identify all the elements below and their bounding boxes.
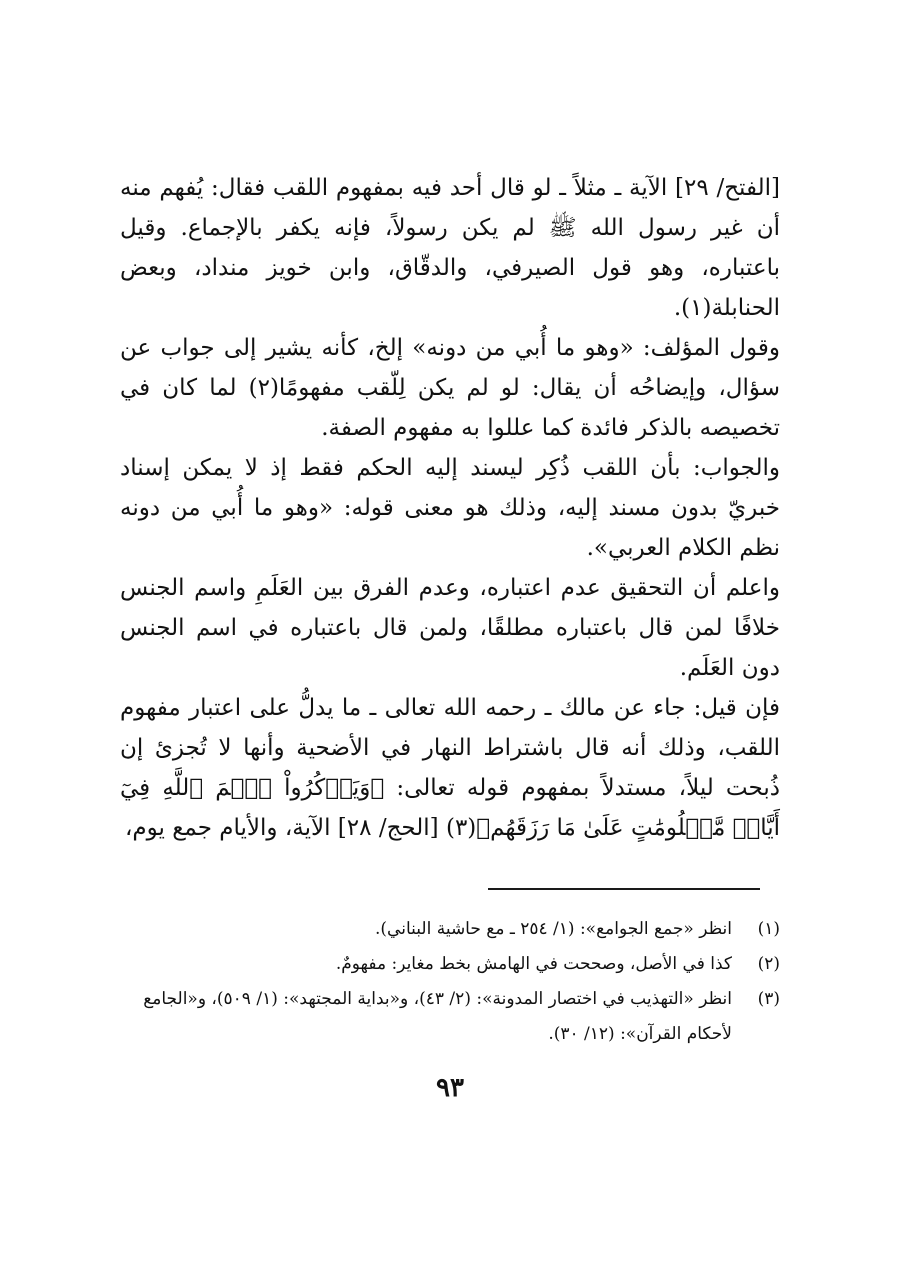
paragraph-3: والجواب: بأن اللقب ذُكِر ليسند إليه الحكم فقط إذ لا يمكن إسناد خبريّ بدون مسند إليه، وذلك هو معنى قوله: «وهو ما أُبي من دونه نظم الكلام العربي». <box>120 455 780 561</box>
paragraph-5: فإن قيل: جاء عن مالك ـ رحمه الله تعالى ـ ما يدلُّ على اعتبار مفهوم اللقب، وذلك أنه قال باشتراط النهار في الأضحية وأنها لا تُجزئ إن ذُبحت ليلاً، مستدلاً بمفهوم قوله تعالى: ﴿وَيَذۡكُرُواْ ٱسۡمَ ٱللَّهِ فِيٓ أَيَّامٖ مَّعۡلُومَٰتٍ عَلَىٰ مَا رَزَقَهُم﴾(٣) [الحج/ ٢٨] الآية، والأيام جمع يوم، <box>120 695 780 841</box>
footnote-number: (١) <box>757 919 780 939</box>
footnote-1 <box>120 912 780 947</box>
main-text <box>120 168 780 848</box>
footnotes <box>120 912 780 1052</box>
footnote-text: انظر «التهذيب في اختصار المدونة»: (٢/ ٤٣)، و«بداية المجتهد»: (١/ ٥٠٩)، و«الجامع لأحكام القرآن»: (١٢/ ٣٠). <box>143 989 732 1044</box>
footnote-text: كذا في الأصل، وصححت في الهامش بخط مغاير: مفهومٌ. <box>335 954 732 974</box>
footnote-number: (٣) <box>757 989 780 1009</box>
footnote-3 <box>120 982 780 1052</box>
paragraph-1: [الفتح/ ٢٩] الآية ـ مثلاً ـ لو قال أحد فيه بمفهوم اللقب فقال: يُفهم منه أن غير رسول الله ﷺ لم يكن رسولاً، فإنه يكفر بالإجماع. وقيل باعتباره، وهو قول الصيرفي، والدقّاق، وابن خويز منداد، وبعض الحنابلة(١). <box>120 175 780 321</box>
footnote-divider <box>488 888 760 890</box>
paragraph-4: واعلم أن التحقيق عدم اعتباره، وعدم الفرق بين العَلَمِ واسم الجنس خلافًا لمن قال باعتباره مطلقًا، ولمن قال باعتباره في اسم الجنس دون العَلَم. <box>120 575 780 681</box>
page-number: ٩٣ <box>436 1073 464 1103</box>
footnote-text: انظر «جمع الجوامع»: (١/ ٢٥٤ ـ مع حاشية البناني). <box>375 919 732 939</box>
footnote-number: (٢) <box>757 954 780 974</box>
paragraph-2: وقول المؤلف: «وهو ما أُبي من دونه» إلخ، كأنه يشير إلى جواب عن سؤال، وإيضاحُه أن يقال: لو لم يكن لِلّقب مفهومًا(٢) لما كان في تخصيصه بالذكر فائدة كما عللوا به مفهوم الصفة. <box>120 335 780 441</box>
footnote-2 <box>120 947 780 982</box>
